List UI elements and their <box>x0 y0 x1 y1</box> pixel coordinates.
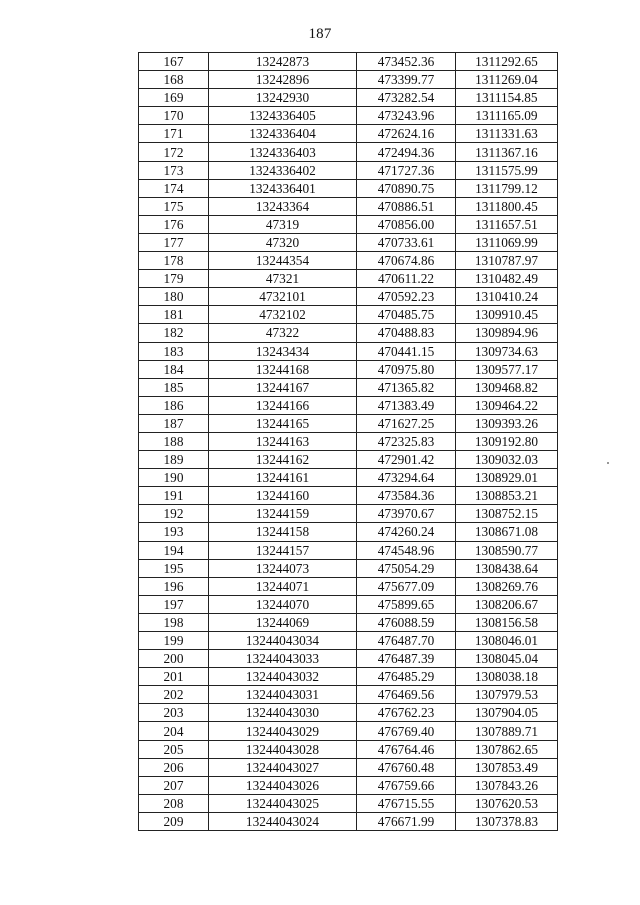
row-number-cell: 190 <box>139 469 209 487</box>
y-coordinate-cell: 1308590.77 <box>456 541 558 559</box>
point-id-cell: 1324336405 <box>209 107 357 125</box>
y-coordinate-cell: 1307843.26 <box>456 776 558 794</box>
x-coordinate-cell: 474548.96 <box>357 541 456 559</box>
table-row <box>139 577 558 595</box>
y-coordinate-cell: 1307904.05 <box>456 704 558 722</box>
y-coordinate-cell: 1308269.76 <box>456 577 558 595</box>
row-number-cell: 195 <box>139 559 209 577</box>
y-coordinate-cell: 1307853.49 <box>456 758 558 776</box>
table-row <box>139 487 558 505</box>
table-row <box>139 414 558 432</box>
row-number-cell: 187 <box>139 414 209 432</box>
row-number-cell: 186 <box>139 396 209 414</box>
row-number-cell: 180 <box>139 288 209 306</box>
x-coordinate-cell: 470674.86 <box>357 252 456 270</box>
point-id-cell: 1324336404 <box>209 125 357 143</box>
x-coordinate-cell: 470592.23 <box>357 288 456 306</box>
table-row <box>139 215 558 233</box>
table-row <box>139 432 558 450</box>
point-id-cell: 47320 <box>209 233 357 251</box>
x-coordinate-cell: 475677.09 <box>357 577 456 595</box>
row-number-cell: 172 <box>139 143 209 161</box>
page-number: 187 <box>308 26 332 42</box>
x-coordinate-cell: 473452.36 <box>357 53 456 71</box>
row-number-cell: 173 <box>139 161 209 179</box>
y-coordinate-cell: 1308156.58 <box>456 613 558 631</box>
y-coordinate-cell: 1308929.01 <box>456 469 558 487</box>
x-coordinate-cell: 471627.25 <box>357 414 456 432</box>
x-coordinate-cell: 473584.36 <box>357 487 456 505</box>
row-number-cell: 181 <box>139 306 209 324</box>
y-coordinate-cell: 1308045.04 <box>456 650 558 668</box>
point-id-cell: 13244043033 <box>209 650 357 668</box>
x-coordinate-cell: 476764.46 <box>357 740 456 758</box>
row-number-cell: 185 <box>139 378 209 396</box>
point-id-cell: 13244158 <box>209 523 357 541</box>
row-number-cell: 192 <box>139 505 209 523</box>
point-id-cell: 13244043025 <box>209 794 357 812</box>
y-coordinate-cell: 1308206.67 <box>456 595 558 613</box>
table-row <box>139 469 558 487</box>
y-coordinate-cell: 1308853.21 <box>456 487 558 505</box>
point-id-cell: 13244161 <box>209 469 357 487</box>
point-id-cell: 13244354 <box>209 252 357 270</box>
point-id-cell: 47319 <box>209 215 357 233</box>
point-id-cell: 1324336402 <box>209 161 357 179</box>
point-id-cell: 13244043029 <box>209 722 357 740</box>
y-coordinate-cell: 1311657.51 <box>456 215 558 233</box>
point-id-cell: 13242896 <box>209 71 357 89</box>
point-id-cell: 13244043034 <box>209 632 357 650</box>
x-coordinate-cell: 470886.51 <box>357 197 456 215</box>
x-coordinate-cell: 475899.65 <box>357 595 456 613</box>
x-coordinate-cell: 476671.99 <box>357 812 456 830</box>
row-number-cell: 179 <box>139 270 209 288</box>
row-number-cell: 203 <box>139 704 209 722</box>
point-id-cell: 13244070 <box>209 595 357 613</box>
scan-speck <box>607 462 609 464</box>
y-coordinate-cell: 1311575.99 <box>456 161 558 179</box>
row-number-cell: 178 <box>139 252 209 270</box>
row-number-cell: 171 <box>139 125 209 143</box>
table-row <box>139 704 558 722</box>
table-row <box>139 632 558 650</box>
table-row <box>139 722 558 740</box>
x-coordinate-cell: 473282.54 <box>357 89 456 107</box>
y-coordinate-cell: 1310482.49 <box>456 270 558 288</box>
x-coordinate-cell: 476088.59 <box>357 613 456 631</box>
x-coordinate-cell: 476762.23 <box>357 704 456 722</box>
row-number-cell: 206 <box>139 758 209 776</box>
point-id-cell: 1324336401 <box>209 179 357 197</box>
table-row <box>139 794 558 812</box>
table-row <box>139 71 558 89</box>
table-row <box>139 342 558 360</box>
x-coordinate-cell: 472494.36 <box>357 143 456 161</box>
x-coordinate-cell: 470485.75 <box>357 306 456 324</box>
table-row <box>139 107 558 125</box>
table-row <box>139 324 558 342</box>
y-coordinate-cell: 1308438.64 <box>456 559 558 577</box>
row-number-cell: 168 <box>139 71 209 89</box>
coordinates-table <box>138 52 558 831</box>
point-id-cell: 47322 <box>209 324 357 342</box>
x-coordinate-cell: 471727.36 <box>357 161 456 179</box>
row-number-cell: 202 <box>139 686 209 704</box>
table-row <box>139 559 558 577</box>
table-body <box>139 53 558 831</box>
y-coordinate-cell: 1311367.16 <box>456 143 558 161</box>
x-coordinate-cell: 470975.80 <box>357 360 456 378</box>
table-row <box>139 378 558 396</box>
x-coordinate-cell: 471365.82 <box>357 378 456 396</box>
point-id-cell: 13244160 <box>209 487 357 505</box>
table-row <box>139 125 558 143</box>
table-row <box>139 360 558 378</box>
table-row <box>139 650 558 668</box>
x-coordinate-cell: 476487.70 <box>357 632 456 650</box>
point-id-cell: 13244165 <box>209 414 357 432</box>
y-coordinate-cell: 1311069.99 <box>456 233 558 251</box>
x-coordinate-cell: 476487.39 <box>357 650 456 668</box>
x-coordinate-cell: 472901.42 <box>357 451 456 469</box>
row-number-cell: 176 <box>139 215 209 233</box>
row-number-cell: 193 <box>139 523 209 541</box>
point-id-cell: 1324336403 <box>209 143 357 161</box>
y-coordinate-cell: 1307862.65 <box>456 740 558 758</box>
x-coordinate-cell: 470441.15 <box>357 342 456 360</box>
point-id-cell: 47321 <box>209 270 357 288</box>
row-number-cell: 208 <box>139 794 209 812</box>
row-number-cell: 197 <box>139 595 209 613</box>
table-row <box>139 686 558 704</box>
x-coordinate-cell: 476769.40 <box>357 722 456 740</box>
table-row <box>139 143 558 161</box>
x-coordinate-cell: 476469.56 <box>357 686 456 704</box>
x-coordinate-cell: 470856.00 <box>357 215 456 233</box>
table-row <box>139 740 558 758</box>
x-coordinate-cell: 471383.49 <box>357 396 456 414</box>
y-coordinate-cell: 1311799.12 <box>456 179 558 197</box>
x-coordinate-cell: 470733.61 <box>357 233 456 251</box>
row-number-cell: 182 <box>139 324 209 342</box>
row-number-cell: 199 <box>139 632 209 650</box>
point-id-cell: 13244043024 <box>209 812 357 830</box>
row-number-cell: 209 <box>139 812 209 830</box>
y-coordinate-cell: 1309734.63 <box>456 342 558 360</box>
table-row <box>139 89 558 107</box>
point-id-cell: 13244168 <box>209 360 357 378</box>
y-coordinate-cell: 1307889.71 <box>456 722 558 740</box>
row-number-cell: 200 <box>139 650 209 668</box>
y-coordinate-cell: 1311292.65 <box>456 53 558 71</box>
row-number-cell: 201 <box>139 668 209 686</box>
table-row <box>139 53 558 71</box>
row-number-cell: 188 <box>139 432 209 450</box>
point-id-cell: 13243364 <box>209 197 357 215</box>
y-coordinate-cell: 1310787.97 <box>456 252 558 270</box>
x-coordinate-cell: 473970.67 <box>357 505 456 523</box>
y-coordinate-cell: 1307620.53 <box>456 794 558 812</box>
point-id-cell: 13244163 <box>209 432 357 450</box>
table-row <box>139 451 558 469</box>
table-row <box>139 288 558 306</box>
point-id-cell: 13244157 <box>209 541 357 559</box>
point-id-cell: 13244166 <box>209 396 357 414</box>
point-id-cell: 13244167 <box>209 378 357 396</box>
point-id-cell: 13244162 <box>209 451 357 469</box>
table-row <box>139 613 558 631</box>
x-coordinate-cell: 476760.48 <box>357 758 456 776</box>
row-number-cell: 198 <box>139 613 209 631</box>
y-coordinate-cell: 1308038.18 <box>456 668 558 686</box>
point-id-cell: 13244159 <box>209 505 357 523</box>
row-number-cell: 170 <box>139 107 209 125</box>
point-id-cell: 13244073 <box>209 559 357 577</box>
row-number-cell: 184 <box>139 360 209 378</box>
table-row <box>139 776 558 794</box>
table-row <box>139 161 558 179</box>
table-row <box>139 179 558 197</box>
point-id-cell: 13244069 <box>209 613 357 631</box>
y-coordinate-cell: 1311165.09 <box>456 107 558 125</box>
point-id-cell: 13244043027 <box>209 758 357 776</box>
x-coordinate-cell: 476759.66 <box>357 776 456 794</box>
point-id-cell: 13242930 <box>209 89 357 107</box>
x-coordinate-cell: 476715.55 <box>357 794 456 812</box>
table-row <box>139 396 558 414</box>
table-row <box>139 523 558 541</box>
x-coordinate-cell: 472624.16 <box>357 125 456 143</box>
y-coordinate-cell: 1311154.85 <box>456 89 558 107</box>
table-row <box>139 252 558 270</box>
y-coordinate-cell: 1309468.82 <box>456 378 558 396</box>
x-coordinate-cell: 473294.64 <box>357 469 456 487</box>
point-id-cell: 13243434 <box>209 342 357 360</box>
y-coordinate-cell: 1309894.96 <box>456 324 558 342</box>
x-coordinate-cell: 473399.77 <box>357 71 456 89</box>
point-id-cell: 4732102 <box>209 306 357 324</box>
table-row <box>139 668 558 686</box>
point-id-cell: 13244043031 <box>209 686 357 704</box>
point-id-cell: 13244071 <box>209 577 357 595</box>
table-row <box>139 541 558 559</box>
x-coordinate-cell: 470611.22 <box>357 270 456 288</box>
table-row <box>139 233 558 251</box>
y-coordinate-cell: 1308671.08 <box>456 523 558 541</box>
table-row <box>139 812 558 830</box>
y-coordinate-cell: 1311269.04 <box>456 71 558 89</box>
point-id-cell: 13244043026 <box>209 776 357 794</box>
y-coordinate-cell: 1310410.24 <box>456 288 558 306</box>
row-number-cell: 189 <box>139 451 209 469</box>
y-coordinate-cell: 1309032.03 <box>456 451 558 469</box>
x-coordinate-cell: 475054.29 <box>357 559 456 577</box>
table-row <box>139 505 558 523</box>
y-coordinate-cell: 1309577.17 <box>456 360 558 378</box>
row-number-cell: 196 <box>139 577 209 595</box>
table-row <box>139 270 558 288</box>
row-number-cell: 177 <box>139 233 209 251</box>
y-coordinate-cell: 1311331.63 <box>456 125 558 143</box>
row-number-cell: 194 <box>139 541 209 559</box>
point-id-cell: 13244043032 <box>209 668 357 686</box>
row-number-cell: 169 <box>139 89 209 107</box>
point-id-cell: 4732101 <box>209 288 357 306</box>
table-row <box>139 595 558 613</box>
y-coordinate-cell: 1309464.22 <box>456 396 558 414</box>
row-number-cell: 175 <box>139 197 209 215</box>
y-coordinate-cell: 1307378.83 <box>456 812 558 830</box>
y-coordinate-cell: 1311800.45 <box>456 197 558 215</box>
row-number-cell: 167 <box>139 53 209 71</box>
table-row <box>139 758 558 776</box>
table-row <box>139 306 558 324</box>
row-number-cell: 205 <box>139 740 209 758</box>
x-coordinate-cell: 470890.75 <box>357 179 456 197</box>
x-coordinate-cell: 470488.83 <box>357 324 456 342</box>
y-coordinate-cell: 1309192.80 <box>456 432 558 450</box>
y-coordinate-cell: 1308752.15 <box>456 505 558 523</box>
row-number-cell: 204 <box>139 722 209 740</box>
point-id-cell: 13242873 <box>209 53 357 71</box>
row-number-cell: 207 <box>139 776 209 794</box>
y-coordinate-cell: 1308046.01 <box>456 632 558 650</box>
row-number-cell: 191 <box>139 487 209 505</box>
x-coordinate-cell: 476485.29 <box>357 668 456 686</box>
y-coordinate-cell: 1309393.26 <box>456 414 558 432</box>
table-row <box>139 197 558 215</box>
y-coordinate-cell: 1307979.53 <box>456 686 558 704</box>
point-id-cell: 13244043030 <box>209 704 357 722</box>
x-coordinate-cell: 473243.96 <box>357 107 456 125</box>
row-number-cell: 183 <box>139 342 209 360</box>
row-number-cell: 174 <box>139 179 209 197</box>
x-coordinate-cell: 472325.83 <box>357 432 456 450</box>
y-coordinate-cell: 1309910.45 <box>456 306 558 324</box>
point-id-cell: 13244043028 <box>209 740 357 758</box>
x-coordinate-cell: 474260.24 <box>357 523 456 541</box>
